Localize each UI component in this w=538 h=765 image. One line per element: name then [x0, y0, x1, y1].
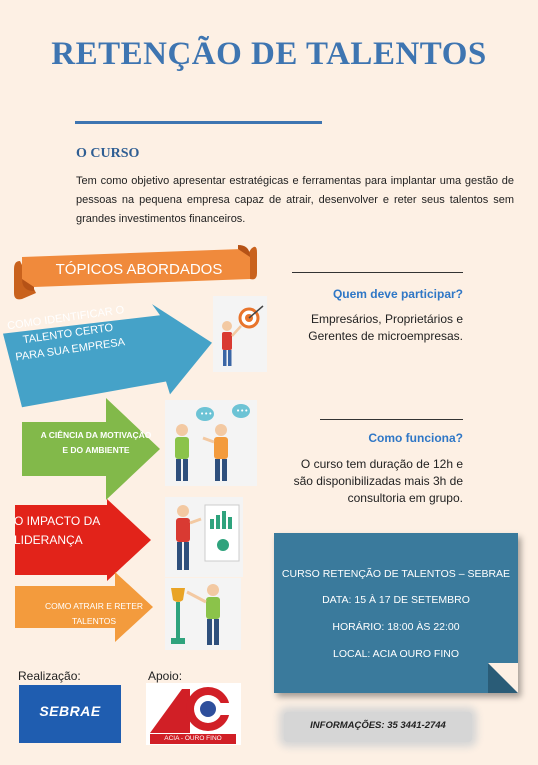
topic-1-label: COMO IDENTIFICAR O TALENTO CERTO PARA SUA EMPRESA [6, 304, 126, 364]
details-course-name: CURSO RETENÇÃO DE TALENTOS – SEBRAE [281, 568, 511, 580]
topics-banner-label: TÓPICOS ABORDADOS [55, 261, 223, 278]
acia-logo-text: ACIA - OURO FINO [164, 735, 222, 742]
leader-chart-illustration [165, 497, 243, 577]
course-description: Tem como objetivo apresentar estratégicas e ferramentas para implantar uma gestão de pessoas na pequena empresa capaz de atrair, desenvolver e reter seus talentos sem grandes investimentos financeiros. [76, 175, 514, 225]
audience-text: Empresários, Proprietários e Gerentes de microempresas. [308, 312, 463, 343]
realizacao-label: Realização: [18, 669, 81, 683]
course-details-note [274, 533, 518, 693]
title-underline [75, 121, 322, 124]
course-heading: O CURSO [76, 146, 140, 161]
details-date: DATA: 15 À 17 DE SETEMBRO [322, 594, 470, 606]
acia-emblem-icon [146, 683, 241, 735]
how-text: O curso tem duração de 12h e são disponibilizadas mais 3h de consultoria em grupo. [293, 457, 463, 505]
svg-text:•••: ••• [200, 410, 213, 418]
note-folded-corner [488, 663, 518, 693]
how-rule [320, 419, 463, 420]
info-phone: INFORMAÇÕES: 35 3441-2744 [310, 720, 446, 731]
audience-rule [292, 272, 463, 273]
topic-3-label: O IMPACTO DA LIDERANÇA [14, 514, 100, 547]
audience-heading: Quem deve participar? [332, 287, 463, 301]
person-target-illustration [213, 296, 267, 372]
apoio-label: Apoio: [148, 669, 183, 683]
people-talking-illustration [165, 400, 257, 486]
how-heading: Como funciona? [368, 431, 463, 445]
details-location: LOCAL: ACIA OURO FINO [332, 648, 460, 660]
trophy-person-illustration [165, 578, 241, 650]
page-title: RETENÇÃO DE TALENTOS [51, 36, 487, 72]
details-time: HORÁRIO: 18:00 ÀS 22:00 [332, 621, 460, 633]
sebrae-logo-text: SEBRAE [39, 703, 101, 719]
topic-4-label: COMO ATRAIR E RETER TALENTOS [44, 601, 144, 626]
svg-text:•••: ••• [236, 407, 249, 415]
topic-2-label: A CIÊNCIA DA MOTIVAÇÃO E DO AMBIENTE [40, 430, 152, 455]
